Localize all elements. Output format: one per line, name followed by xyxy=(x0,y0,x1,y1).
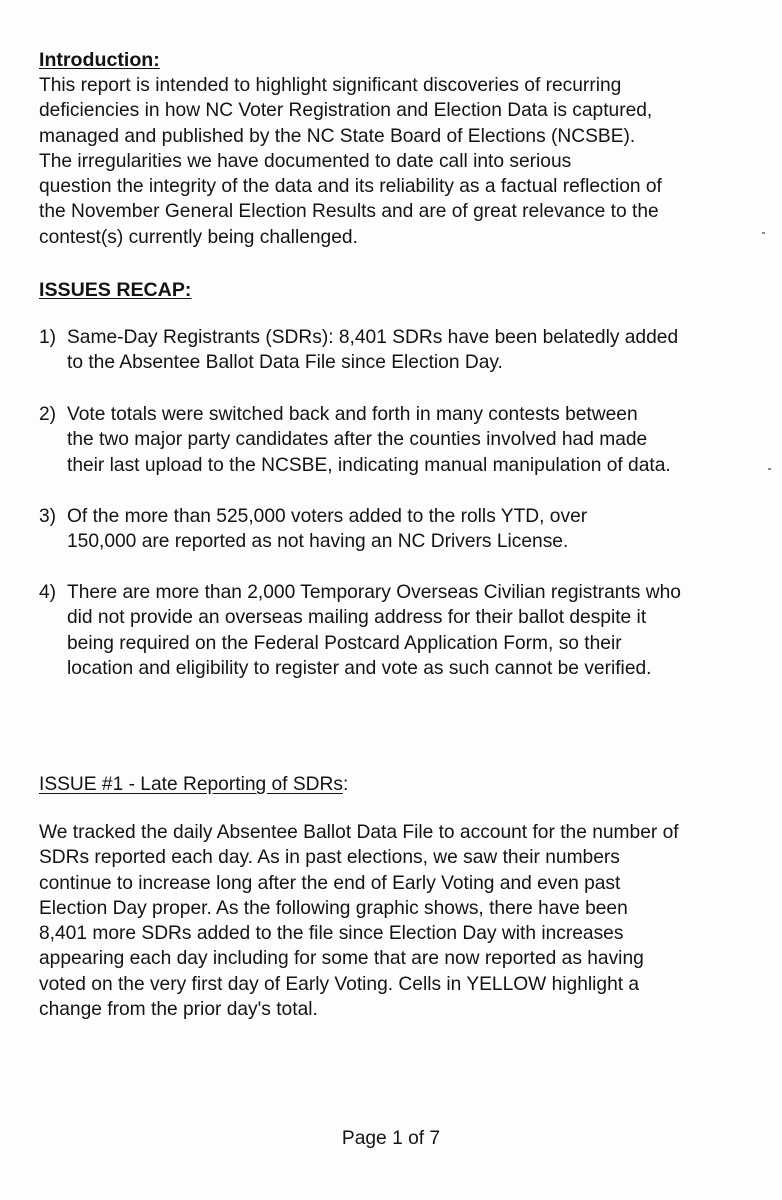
intro-line: deficiencies in how NC Voter Registration and Election Data is captured, xyxy=(39,100,653,122)
intro-line: This report is intended to highlight significant discoveries of recurring xyxy=(39,75,622,96)
issue1-line: appearing each day including for some that are now reported as having xyxy=(39,948,644,970)
recap-item-text xyxy=(67,580,739,681)
recap-line: to the Absentee Ballot Data File since Election Day. xyxy=(67,352,503,374)
recap-line: 150,000 are reported as not having an NC Drivers License. xyxy=(67,531,569,553)
issue-1-paragraph xyxy=(39,820,739,1022)
introduction-heading: Introduction: xyxy=(39,49,160,71)
recap-item-2 xyxy=(39,402,739,478)
recap-line: the two major party candidates after the counties involved had made xyxy=(67,429,648,451)
recap-item-text xyxy=(67,402,739,478)
introduction-paragraph xyxy=(39,73,739,250)
intro-line: managed and published by the NC State Board of Elections (NCSBE). xyxy=(39,125,636,147)
recap-line: Of the more than 525,000 voters added to the rolls YTD, over xyxy=(67,506,588,527)
intro-line: the November General Election Results and are of great relevance to the xyxy=(39,201,659,223)
recap-item-number: 2) xyxy=(39,404,57,425)
issue-1-heading-colon: : xyxy=(342,774,349,795)
issue1-line: 8,401 more SDRs added to the file since Election Day with increases xyxy=(39,923,624,945)
issue1-line: SDRs reported each day. As in past elections, we saw their numbers xyxy=(39,847,620,869)
recap-line: There are more than 2,000 Temporary Overseas Civilian registrants who xyxy=(67,582,681,603)
issues-recap-heading: ISSUES RECAP: xyxy=(39,279,192,301)
recap-line: Same-Day Registrants (SDRs): 8,401 SDRs have been belatedly added xyxy=(67,327,679,348)
issue1-line: We tracked the daily Absentee Ballot Data File to account for the number of xyxy=(39,822,679,843)
recap-line: their last upload to the NCSBE, indicating manual manipulation of data. xyxy=(67,454,671,476)
scan-speck xyxy=(768,468,771,470)
recap-line: did not provide an overseas mailing address for their ballot despite it xyxy=(67,607,647,629)
intro-line: question the integrity of the data and its reliability as a factual reflection of xyxy=(39,176,662,198)
issue1-line: voted on the very first day of Early Voting. Cells in YELLOW highlight a xyxy=(39,973,640,995)
recap-line: being required on the Federal Postcard Application Form, so their xyxy=(67,632,622,654)
page-number: Page 1 of 7 xyxy=(341,1128,441,1149)
recap-item-number: 4) xyxy=(39,582,57,603)
recap-item-text xyxy=(67,325,739,376)
issue1-line: Election Day proper. As the following graphic shows, there have been xyxy=(39,897,628,919)
issue-1-heading-text: ISSUE #1 - Late Reporting of SDRs xyxy=(39,774,343,795)
issue-1-heading xyxy=(39,772,739,797)
scan-speck xyxy=(762,232,765,234)
recap-item-text xyxy=(67,504,739,555)
recap-line: location and eligibility to register and vote as such cannot be verified. xyxy=(67,657,652,679)
recap-item-3 xyxy=(39,504,739,555)
recap-item-4 xyxy=(39,580,739,681)
intro-line: contest(s) currently being challenged. xyxy=(39,226,358,248)
intro-line: The irregularities we have documented to date call into serious xyxy=(39,150,572,172)
issue1-line: change from the prior day's total. xyxy=(39,999,318,1021)
recap-item-number: 1) xyxy=(39,327,57,348)
recap-item-number: 3) xyxy=(39,506,57,527)
recap-line: Vote totals were switched back and forth in many contests between xyxy=(67,404,638,425)
issue1-line: continue to increase long after the end of Early Voting and even past xyxy=(39,872,621,894)
recap-item-1 xyxy=(39,325,739,376)
